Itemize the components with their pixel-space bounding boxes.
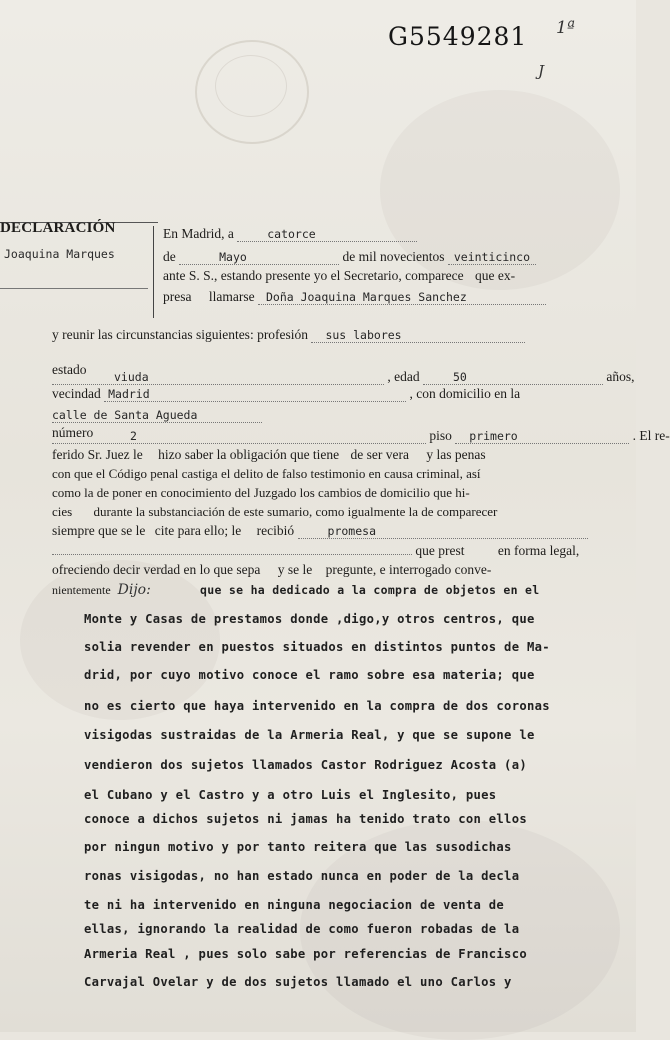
form-text: de mil novecientos xyxy=(342,249,445,264)
form-text: cite para ello; le xyxy=(154,523,242,538)
form-text: estado xyxy=(52,362,87,377)
form-line-name xyxy=(163,289,546,305)
calle-value: calle de Santa Agueda xyxy=(52,408,262,423)
form-paragraph-line-2: con que el Código penal castiga el delito de falso testimonio en causa criminal, así xyxy=(52,466,481,481)
declaration-title: DECLARACIÓN xyxy=(0,220,116,236)
form-paragraph-line-5 xyxy=(52,523,588,539)
form-text: hizo saber la obligación que tiene xyxy=(158,447,340,462)
statement-line: el Cubano y el Castro y a otro Luis el Inglesito, pues xyxy=(84,788,497,802)
promesa-value: promesa xyxy=(298,524,588,539)
statement-line: Carvajal Ovelar y de dos sujetos llamado el uno Carlos y xyxy=(84,975,512,989)
form-text: llamarse xyxy=(208,289,255,304)
form-text: En Madrid, a xyxy=(163,226,234,241)
edad-value: 50 xyxy=(423,370,603,385)
form-text: piso xyxy=(429,428,452,443)
serial-number: G5549281 xyxy=(388,22,528,51)
form-line-profession xyxy=(52,327,525,343)
numero-value: 2 xyxy=(52,429,426,444)
embossed-seal-inner xyxy=(215,55,287,117)
form-text: que prest xyxy=(415,543,465,558)
blank-fill xyxy=(52,554,412,555)
form-text: de ser vera xyxy=(350,447,410,462)
form-text: siempre que se le xyxy=(52,523,146,538)
margin-rule-lower xyxy=(0,288,148,289)
month-value: Mayo xyxy=(179,250,339,265)
form-text: durante la substanciación de este sumario, como igualmente la de comparecer xyxy=(93,504,498,519)
form-text: ante S. S., estando presente yo el Secretario, comparece xyxy=(163,268,464,283)
form-paragraph-line-3: como la de poner en conocimiento del Juzgado los cambios de domicilio que hi- xyxy=(52,485,470,500)
form-line-month xyxy=(163,249,536,265)
form-text: . El re- xyxy=(632,428,670,443)
form-line-appear xyxy=(163,268,515,284)
statement-line: que se ha dedicado a la compra de objetos en el xyxy=(200,583,540,597)
statement-line: te ni ha intervenido en ninguna negociacion de venta de xyxy=(84,898,505,912)
form-paragraph-line-6 xyxy=(52,543,579,559)
form-line-vecindad xyxy=(52,386,520,402)
form-text: , edad xyxy=(387,369,420,384)
form-text: pregunte, e interrogado conve- xyxy=(325,562,492,577)
margin-bracket xyxy=(153,226,154,318)
day-value: catorce xyxy=(237,227,417,242)
vecindad-value: Madrid xyxy=(104,387,406,402)
statement-line: visigodas sustraidas de la Armeria Real, y que se supone le xyxy=(84,728,535,742)
form-text: presa xyxy=(163,289,192,304)
form-text: recibió xyxy=(256,523,295,538)
form-paragraph-line-8 xyxy=(52,582,151,598)
handwritten-mark: J xyxy=(538,62,545,80)
statement-line: solia revender en puestos situados en distintos puntos de Ma- xyxy=(84,640,550,654)
form-text: y las penas xyxy=(426,447,486,462)
form-paragraph-line-1 xyxy=(52,447,486,463)
form-text: y reunir las circunstancias siguientes: profesión xyxy=(52,327,309,342)
form-text: cies xyxy=(52,504,73,519)
form-line-date xyxy=(163,226,417,242)
year-value: veinticinco xyxy=(448,250,536,265)
statement-line: conoce a dichos sujetos ni jamas ha tenido trato con ellos xyxy=(84,812,527,826)
form-text: vecindad xyxy=(52,386,101,401)
full-name-value: Doña Joaquina Marques Sanchez xyxy=(258,290,546,305)
handwritten-page-note: 1ª xyxy=(556,18,575,38)
statement-line: por ningun motivo y por tanto reitera que las susodichas xyxy=(84,840,512,854)
form-text: de xyxy=(163,249,176,264)
declarant-name-margin: Joaquina Marques xyxy=(4,247,115,261)
form-line-estado-values xyxy=(52,369,634,385)
form-text: ferido Sr. Juez le xyxy=(52,447,143,462)
form-text: número xyxy=(52,425,94,440)
estado-value: viuda xyxy=(52,370,384,385)
profession-value: sus labores xyxy=(311,328,525,343)
form-text: que ex- xyxy=(475,268,516,283)
statement-line: ronas visigodas, no han estado nunca en poder de la decla xyxy=(84,869,520,883)
form-text: ofreciendo decir verdad en lo que sepa xyxy=(52,562,261,577)
form-text: , con domicilio en la xyxy=(409,386,521,401)
statement-line: no es cierto que haya intervenido en la compra de dos coronas xyxy=(84,699,550,713)
piso-value: primero xyxy=(455,429,629,444)
form-text: años, xyxy=(606,369,635,384)
form-line-numero-values xyxy=(52,428,670,444)
statement-line: Armeria Real , pues solo sabe por referencias de Francisco xyxy=(84,947,527,961)
form-text: y se le xyxy=(277,562,313,577)
form-paragraph-line-4 xyxy=(52,504,497,520)
statement-line: Monte y Casas de prestamos donde ,digo,y otros centros, que xyxy=(84,612,535,626)
form-line-calle xyxy=(52,407,262,423)
statement-line: drid, por cuyo motivo conoce el ramo sobre esa materia; que xyxy=(84,668,535,682)
form-text: nientemente xyxy=(52,583,111,597)
form-paragraph-line-7 xyxy=(52,562,491,578)
form-text: en forma legal, xyxy=(497,543,580,558)
statement-line: ellas, ignorando la realidad de como fueron robadas de la xyxy=(84,922,520,936)
dijo-label: Dijo: xyxy=(117,582,151,598)
statement-line: vendieron dos sujetos llamados Castor Rodriguez Acosta (a) xyxy=(84,758,527,772)
